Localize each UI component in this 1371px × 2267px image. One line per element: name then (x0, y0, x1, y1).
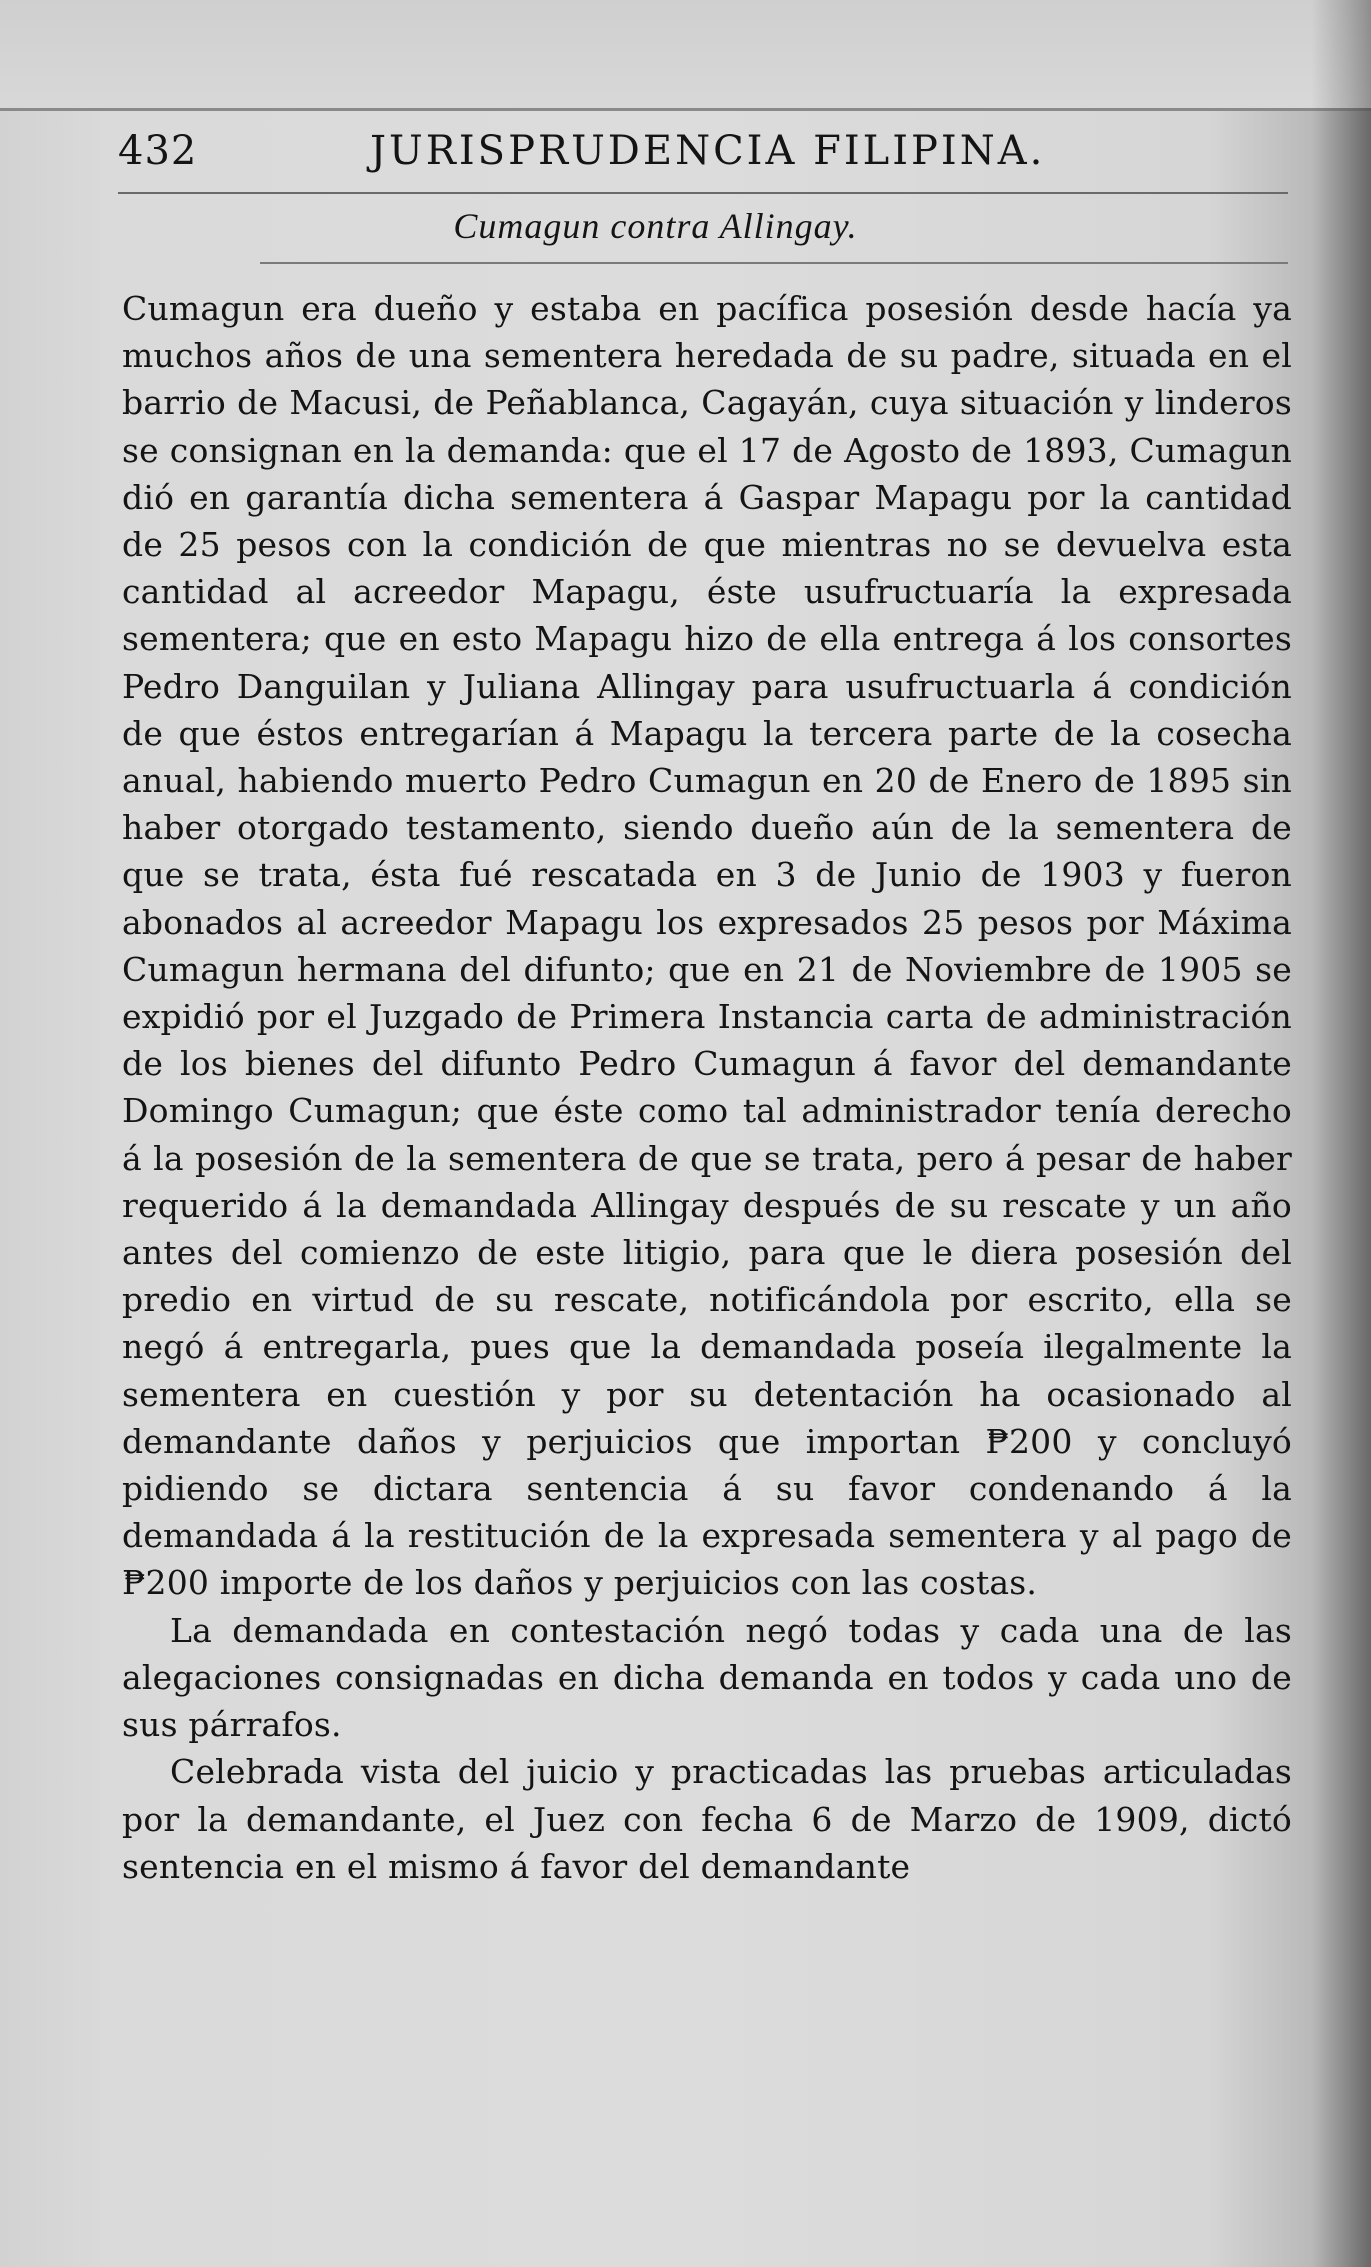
case-title: Cumagun contra Allingay. (453, 206, 858, 246)
header-rule (118, 192, 1288, 194)
paragraph-3: Celebrada vista del juicio y practicadas las pruebas articuladas por la demandante, el Juez con fecha 6 de Marzo de 1909, dictó sentencia en el mismo á favor del demandante (122, 1752, 1292, 1886)
running-title: JURISPRUDENCIA FILIPINA. (370, 128, 1046, 174)
body-text (122, 285, 1292, 1890)
paragraph-2: La demandada en contestación negó todas y cada una de las alegaciones consignadas en dicha demanda en todos y cada uno de sus párrafos. (122, 1610, 1292, 1745)
page-header (118, 128, 1288, 188)
page-number: 432 (118, 128, 198, 174)
page-top-margin (0, 0, 1371, 111)
binding-shadow (1311, 0, 1371, 2267)
case-title-rule (260, 262, 1288, 264)
paragraph-1: Cumagun era dueño y estaba en pacífica posesión desde hacía ya muchos años de una sementera heredada de su padre, situada en el barrio de Macusi, de Peñablanca, Cagayán, cuya situación y linderos se consignan en la demanda: que el 17 de Agosto de 1893, Cumagun dió en garantía dicha sementera á Gaspar Mapagu por la cantidad de 25 pesos con la condición de que mientras no se devuelva esta cantidad al acreedor Mapagu, éste usufructuaría la expresada sementera; que en esto Mapagu hizo de ella entrega á los consortes Pedro Danguilan y Juliana Allingay para usufructuarla á condición de que éstos entregarían á Mapagu la tercera parte de la cosecha anual, habiendo muerto Pedro Cumagun en 20 de Enero de 1895 sin haber otorgado testamento, siendo dueño aún de la sementera de que se trata, ésta fué rescatada en 3 de Junio de 1903 y fueron abonados al acreedor Mapagu los expresados 25 pesos por Máxima Cumagun hermana del difunto; que en 21 de Noviembre de 1905 se expidió por el Juzgado de Primera Instancia carta de administración de los bienes del difunto Pedro Cumagun á favor del demandante Domingo Cumagun; que éste como tal administrador tenía derecho á la posesión de la sementera de que se trata, pero á pesar de haber requerido á la demandada Allingay después de su rescate y un año antes del comienzo de este litigio, para que le diera posesión del predio en virtud de su rescate, notificándola por escrito, ella se negó á entregarla, pues que la demandada poseía ilegalmente la sementera en cuestión y por su detentación ha ocasionado al demandante daños y perjuicios que importan ₱200 y concluyó pidiendo se dictara sentencia á su favor condenando á la demandada á la restitución de la expresada sementera y al pago de ₱200 importe de los daños y perjuicios con las costas. (122, 289, 1292, 1603)
